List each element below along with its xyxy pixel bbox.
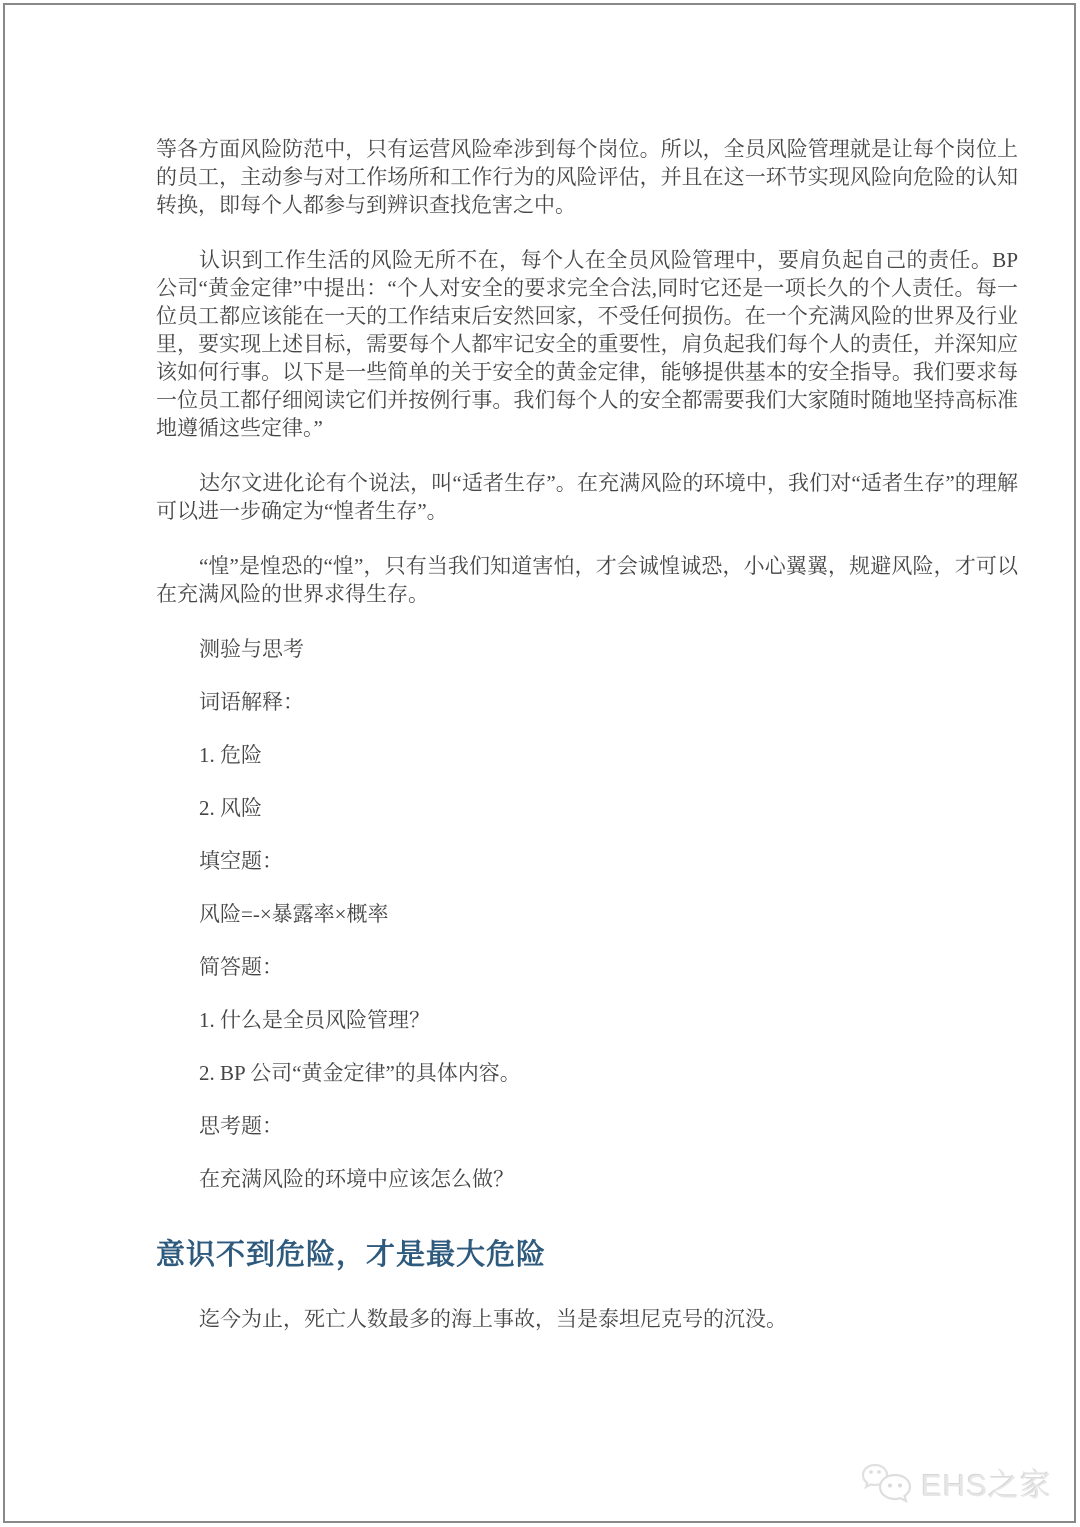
quiz-line: 填空题：: [199, 849, 283, 873]
quiz-line: 简答题：: [199, 955, 283, 979]
quiz-line: 思考题：: [199, 1114, 283, 1138]
quiz-line: 2. 风险: [199, 796, 262, 820]
quiz-line: 2. BP 公司“黄金定律”的具体内容。: [199, 1061, 521, 1085]
body-paragraph: 认识到工作生活的风险无所不在，每个人在全员风险管理中，要肩负起自己的责任。BP公司“黄金定律”中提出：“个人对安全的要求完全合法,同时它还是一项长久的个人责任。每一位员工都应该能在一天的工作结束后安然回家，不受任何损伤。在一个充满风险的世界及行业里，要实现上述目标，需要每个人都牢记安全的重要性，肩负起我们每个人的责任，并深知应该如何行事。以下是一些简单的关于安全的黄金定律，能够提供基本的安全指导。我们要求每一位员工都仔细阅读它们并按例行事。我们每个人的安全都需要我们大家随时随地坚持高标准地遵循这些定律。”: [156, 248, 1018, 440]
body-paragraph: 迄今为止，死亡人数最多的海上事故，当是泰坦尼克号的沉没。: [199, 1307, 787, 1331]
section-heading: 意识不到危险，才是最大危险: [156, 1239, 547, 1271]
body-paragraph: 等各方面风险防范中，只有运营风险牵涉到每个岗位。所以，全员风险管理就是让每个岗位上的员工，主动参与对工作场所和工作行为的风险评估，并且在这一环节实现风险向危险的认知转换，即每个人都参与到辨识查找危害之中。: [156, 137, 1018, 217]
quiz-title: 测验与思考: [199, 637, 304, 661]
quiz-line: 在充满风险的环境中应该怎么做？: [199, 1167, 514, 1191]
watermark: [859, 1460, 1052, 1505]
body-paragraph: “惶”是惶恐的“惶”，只有当我们知道害怕，才会诚惶诚恐，小心翼翼，规避风险，才可以在充满风险的世界求得生存。: [156, 554, 1018, 606]
watermark-label: EHS之家: [921, 1468, 1052, 1503]
quiz-line: 1. 危险: [199, 743, 262, 767]
page-content: [156, 135, 1018, 1360]
quiz-line: 1. 什么是全员风险管理？: [199, 1008, 430, 1032]
quiz-formula-line: 风险=-×暴露率×概率: [199, 902, 389, 926]
wechat-icon: [859, 1461, 913, 1505]
quiz-line: 词语解释：: [199, 690, 304, 714]
body-paragraph: 达尔文进化论有个说法，叫“适者生存”。在充满风险的环境中，我们对“适者生存”的理解可以进一步确定为“惶者生存”。: [156, 471, 1018, 523]
